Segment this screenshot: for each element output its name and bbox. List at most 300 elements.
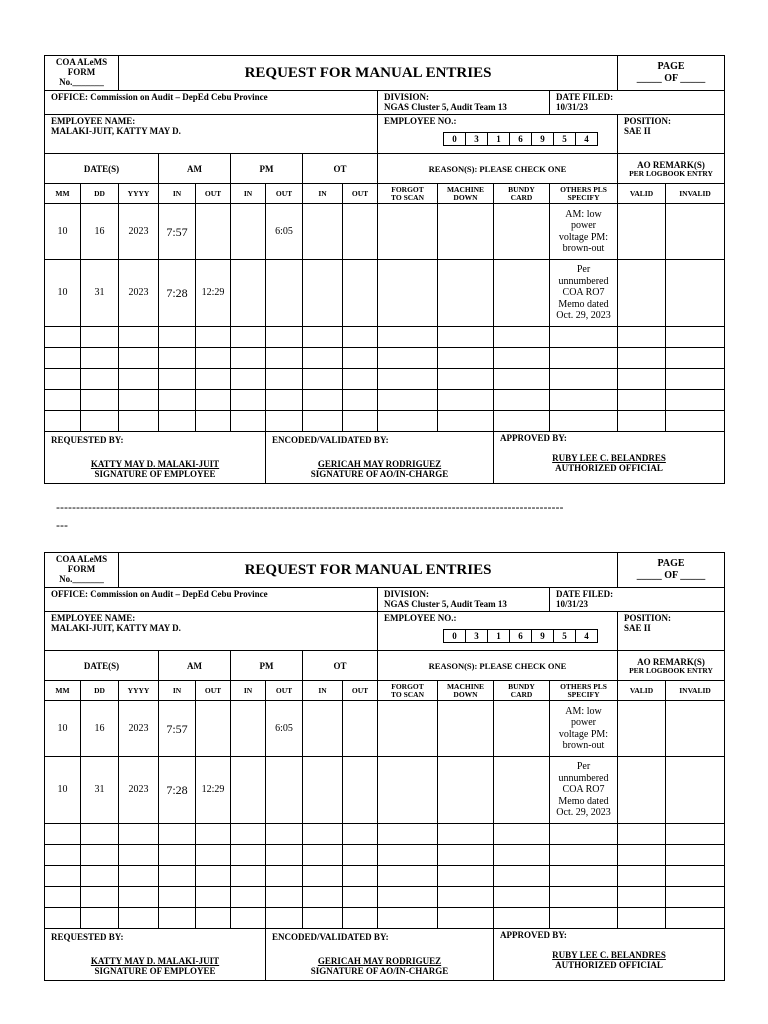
cell-am-in bbox=[159, 866, 196, 887]
employee-no-digit: 0 bbox=[443, 132, 466, 146]
dates-header: DATE(S) bbox=[45, 651, 159, 681]
dd-header: DD bbox=[81, 184, 119, 204]
valid-header: VALID bbox=[618, 184, 666, 204]
cell-mm bbox=[45, 866, 81, 887]
cell-pm-out: 6:05 bbox=[266, 204, 303, 260]
cell-am-out bbox=[196, 327, 231, 348]
cell-ot-out bbox=[343, 204, 378, 260]
cell-am-in: 7:28 bbox=[159, 757, 196, 824]
position-label: POSITION: bbox=[624, 116, 672, 126]
form-copy-2 bbox=[44, 552, 724, 981]
cell-yyyy: 2023 bbox=[119, 260, 159, 327]
employee-no-digit: 6 bbox=[509, 629, 532, 643]
cell-bundy bbox=[494, 866, 550, 887]
employee-no-digit: 1 bbox=[487, 629, 510, 643]
cell-am-in bbox=[159, 824, 196, 845]
table-row bbox=[45, 369, 725, 390]
cell-ot-out bbox=[343, 908, 378, 929]
cell-machine bbox=[438, 260, 494, 327]
table-row bbox=[45, 260, 725, 327]
cell-bundy bbox=[494, 701, 550, 757]
cell-ot-in bbox=[303, 866, 343, 887]
cell-pm-in bbox=[231, 824, 266, 845]
table-row bbox=[45, 327, 725, 348]
cell-yyyy bbox=[119, 390, 159, 411]
employee-no-digit: 0 bbox=[443, 629, 466, 643]
position-value: SAE II bbox=[624, 126, 651, 136]
cell-ot-out bbox=[343, 411, 378, 432]
table-row bbox=[45, 866, 725, 887]
employee-no-boxes bbox=[444, 132, 611, 146]
table-row bbox=[45, 845, 725, 866]
cell-ot-in bbox=[303, 757, 343, 824]
agency-name: COA ALeMS bbox=[55, 57, 108, 67]
requested-by-name: KATTY MAY D. MALAKI-JUIT bbox=[90, 459, 220, 469]
employee-no-label: EMPLOYEE NO.: bbox=[384, 116, 457, 126]
form-title: REQUEST FOR MANUAL ENTRIES bbox=[119, 553, 618, 588]
cell-am-in bbox=[159, 369, 196, 390]
cell-valid bbox=[618, 390, 666, 411]
agency-name: COA ALeMS bbox=[55, 554, 108, 564]
cell-forgot bbox=[378, 204, 438, 260]
cell-dd bbox=[81, 887, 119, 908]
cell-am-out bbox=[196, 348, 231, 369]
cell-mm bbox=[45, 845, 81, 866]
cell-valid bbox=[618, 369, 666, 390]
cell-valid bbox=[618, 327, 666, 348]
cell-dd bbox=[81, 390, 119, 411]
cell-forgot bbox=[378, 701, 438, 757]
cell-am-in: 7:28 bbox=[159, 260, 196, 327]
page-of: _____ OF _____ bbox=[636, 570, 706, 581]
form-number: FORM No._______ bbox=[59, 564, 104, 584]
form-number: FORM No._______ bbox=[59, 67, 104, 87]
approved-by-label: APPROVED BY: bbox=[500, 930, 567, 940]
requested-by-label: REQUESTED BY: bbox=[51, 435, 124, 445]
cell-am-in bbox=[159, 348, 196, 369]
cell-pm-in bbox=[231, 411, 266, 432]
ao-remarks-subheader: PER LOGBOOK ENTRY bbox=[629, 665, 713, 675]
yyyy-header: YYYY bbox=[119, 184, 159, 204]
cell-pm-out bbox=[266, 411, 303, 432]
cell-valid bbox=[618, 757, 666, 824]
cell-am-out bbox=[196, 390, 231, 411]
cell-pm-in bbox=[231, 845, 266, 866]
cell-bundy bbox=[494, 390, 550, 411]
page-label: PAGE bbox=[657, 558, 685, 569]
employee-name-label: EMPLOYEE NAME: bbox=[51, 613, 136, 623]
cell-ot-in bbox=[303, 824, 343, 845]
cell-valid bbox=[618, 866, 666, 887]
others-header: OTHERS PLS SPECIFY bbox=[550, 681, 618, 701]
cell-machine bbox=[438, 845, 494, 866]
approved-by-name: RUBY LEE C. BELANDRES bbox=[552, 453, 666, 463]
employee-no-digit: 6 bbox=[509, 132, 532, 146]
cell-pm-out bbox=[266, 390, 303, 411]
cell-invalid bbox=[666, 701, 725, 757]
cell-pm-in bbox=[231, 908, 266, 929]
cell-forgot bbox=[378, 369, 438, 390]
cell-invalid bbox=[666, 204, 725, 260]
cell-invalid bbox=[666, 908, 725, 929]
cell-am-in bbox=[159, 845, 196, 866]
pm-in-header: IN bbox=[231, 681, 266, 701]
cell-yyyy: 2023 bbox=[119, 757, 159, 824]
invalid-header: INVALID bbox=[666, 681, 725, 701]
requested-by-role: SIGNATURE OF EMPLOYEE bbox=[94, 469, 216, 479]
page-of: _____ OF _____ bbox=[636, 73, 706, 84]
cell-pm-out bbox=[266, 260, 303, 327]
cell-pm-in bbox=[231, 348, 266, 369]
cell-ot-out bbox=[343, 369, 378, 390]
cell-dd bbox=[81, 866, 119, 887]
cell-valid bbox=[618, 845, 666, 866]
employee-name-label: EMPLOYEE NAME: bbox=[51, 116, 136, 126]
cell-valid bbox=[618, 701, 666, 757]
cut-line: ------------------------------------------------------------------------------------------------------------------------------- bbox=[56, 500, 564, 514]
cell-ot-in bbox=[303, 204, 343, 260]
cell-invalid bbox=[666, 411, 725, 432]
valid-header: VALID bbox=[618, 681, 666, 701]
page-label: PAGE bbox=[657, 61, 685, 72]
cell-am-out: 12:29 bbox=[196, 260, 231, 327]
cell-dd bbox=[81, 327, 119, 348]
cell-others: Per unnumbered COA RO7 Memo dated Oct. 29, 2023 bbox=[550, 757, 618, 824]
cell-invalid bbox=[666, 348, 725, 369]
cell-forgot bbox=[378, 411, 438, 432]
cell-others bbox=[550, 348, 618, 369]
cell-ot-in bbox=[303, 369, 343, 390]
cell-yyyy bbox=[119, 866, 159, 887]
cell-bundy bbox=[494, 411, 550, 432]
approved-by-name: RUBY LEE C. BELANDRES bbox=[552, 950, 666, 960]
employee-no-digit: 9 bbox=[531, 629, 554, 643]
cell-ot-out bbox=[343, 824, 378, 845]
cell-others bbox=[550, 327, 618, 348]
cell-others bbox=[550, 845, 618, 866]
approved-by-role: AUTHORIZED OFFICIAL bbox=[555, 960, 663, 970]
cell-pm-out bbox=[266, 348, 303, 369]
table-row bbox=[45, 908, 725, 929]
cell-bundy bbox=[494, 369, 550, 390]
yyyy-header: YYYY bbox=[119, 681, 159, 701]
cell-am-in bbox=[159, 908, 196, 929]
cell-mm bbox=[45, 369, 81, 390]
cell-others bbox=[550, 866, 618, 887]
mm-header: MM bbox=[45, 681, 81, 701]
cell-pm-out bbox=[266, 369, 303, 390]
cell-invalid bbox=[666, 824, 725, 845]
pm-in-header: IN bbox=[231, 184, 266, 204]
cell-mm bbox=[45, 908, 81, 929]
machine-header: MACHINE DOWN bbox=[438, 681, 494, 701]
reasons-header: REASON(S): PLEASE CHECK ONE bbox=[378, 154, 618, 184]
forgot-header: FORGOT TO SCAN bbox=[378, 184, 438, 204]
cell-ot-in bbox=[303, 327, 343, 348]
cell-forgot bbox=[378, 757, 438, 824]
cell-mm bbox=[45, 327, 81, 348]
bundy-header: BUNDY CARD bbox=[494, 681, 550, 701]
cell-invalid bbox=[666, 845, 725, 866]
employee-no-digit: 1 bbox=[487, 132, 510, 146]
table-row bbox=[45, 390, 725, 411]
dd-header: DD bbox=[81, 681, 119, 701]
cell-yyyy bbox=[119, 845, 159, 866]
am-header: AM bbox=[159, 154, 231, 184]
cell-ot-in bbox=[303, 887, 343, 908]
cell-others bbox=[550, 824, 618, 845]
cell-others bbox=[550, 369, 618, 390]
cell-am-in: 7:57 bbox=[159, 204, 196, 260]
cell-forgot bbox=[378, 845, 438, 866]
position-value: SAE II bbox=[624, 623, 651, 633]
pm-out-header: OUT bbox=[266, 184, 303, 204]
division-value: NGAS Cluster 5, Audit Team 13 bbox=[384, 102, 507, 112]
cell-am-in bbox=[159, 390, 196, 411]
cell-ot-out bbox=[343, 348, 378, 369]
office: OFFICE: Commission on Audit – DepEd Cebu Province bbox=[45, 91, 378, 115]
employee-no-digit: 5 bbox=[553, 629, 576, 643]
cell-am-out bbox=[196, 887, 231, 908]
cell-bundy bbox=[494, 887, 550, 908]
cell-am-out bbox=[196, 411, 231, 432]
cell-yyyy bbox=[119, 887, 159, 908]
date-filed-label: DATE FILED: bbox=[556, 589, 614, 599]
cell-forgot bbox=[378, 908, 438, 929]
office: OFFICE: Commission on Audit – DepEd Cebu Province bbox=[45, 588, 378, 612]
requested-by-name: KATTY MAY D. MALAKI-JUIT bbox=[90, 956, 220, 966]
cell-dd bbox=[81, 411, 119, 432]
cell-dd bbox=[81, 908, 119, 929]
cell-invalid bbox=[666, 260, 725, 327]
ot-header: OT bbox=[303, 651, 378, 681]
cell-ot-in bbox=[303, 411, 343, 432]
cell-am-out: 12:29 bbox=[196, 757, 231, 824]
cell-valid bbox=[618, 348, 666, 369]
employee-no-label: EMPLOYEE NO.: bbox=[384, 613, 457, 623]
division-value: NGAS Cluster 5, Audit Team 13 bbox=[384, 599, 507, 609]
cell-dd: 16 bbox=[81, 204, 119, 260]
cell-mm: 10 bbox=[45, 260, 81, 327]
cell-ot-in bbox=[303, 260, 343, 327]
cell-machine bbox=[438, 369, 494, 390]
cell-dd bbox=[81, 824, 119, 845]
cell-dd: 31 bbox=[81, 757, 119, 824]
cell-forgot bbox=[378, 348, 438, 369]
encoded-by-label: ENCODED/VALIDATED BY: bbox=[272, 932, 389, 942]
cell-pm-out bbox=[266, 845, 303, 866]
ot-out-header: OUT bbox=[343, 681, 378, 701]
table-row bbox=[45, 204, 725, 260]
cell-machine bbox=[438, 824, 494, 845]
cell-others bbox=[550, 908, 618, 929]
cell-pm-in bbox=[231, 390, 266, 411]
cell-invalid bbox=[666, 757, 725, 824]
cell-am-out bbox=[196, 845, 231, 866]
cell-machine bbox=[438, 701, 494, 757]
others-header: OTHERS PLS SPECIFY bbox=[550, 184, 618, 204]
cell-invalid bbox=[666, 887, 725, 908]
table-row bbox=[45, 411, 725, 432]
cell-pm-out: 6:05 bbox=[266, 701, 303, 757]
cell-am-out bbox=[196, 824, 231, 845]
cell-bundy bbox=[494, 260, 550, 327]
employee-name-value: MALAKI-JUIT, KATTY MAY D. bbox=[51, 623, 181, 633]
cell-dd bbox=[81, 369, 119, 390]
cell-machine bbox=[438, 757, 494, 824]
manual-entries-form bbox=[44, 552, 725, 981]
table-row bbox=[45, 757, 725, 824]
cell-ot-out bbox=[343, 260, 378, 327]
table-row bbox=[45, 824, 725, 845]
cell-machine bbox=[438, 887, 494, 908]
cell-am-out bbox=[196, 204, 231, 260]
ot-out-header: OUT bbox=[343, 184, 378, 204]
cell-ot-out bbox=[343, 845, 378, 866]
employee-no-digit: 9 bbox=[531, 132, 554, 146]
manual-entries-form bbox=[44, 55, 725, 484]
cell-machine bbox=[438, 390, 494, 411]
cell-pm-in bbox=[231, 260, 266, 327]
cell-valid bbox=[618, 260, 666, 327]
form-copy-1 bbox=[44, 55, 724, 484]
form-title: REQUEST FOR MANUAL ENTRIES bbox=[119, 56, 618, 91]
cell-pm-in bbox=[231, 701, 266, 757]
cell-pm-out bbox=[266, 908, 303, 929]
cell-ot-in bbox=[303, 390, 343, 411]
cell-pm-in bbox=[231, 327, 266, 348]
cell-bundy bbox=[494, 824, 550, 845]
cell-others: Per unnumbered COA RO7 Memo dated Oct. 29, 2023 bbox=[550, 260, 618, 327]
cell-forgot bbox=[378, 866, 438, 887]
approved-by-role: AUTHORIZED OFFICIAL bbox=[555, 463, 663, 473]
dates-header: DATE(S) bbox=[45, 154, 159, 184]
cell-machine bbox=[438, 327, 494, 348]
employee-name-value: MALAKI-JUIT, KATTY MAY D. bbox=[51, 126, 181, 136]
cell-yyyy bbox=[119, 824, 159, 845]
cell-yyyy bbox=[119, 348, 159, 369]
ao-remarks-subheader: PER LOGBOOK ENTRY bbox=[629, 168, 713, 178]
cell-ot-out bbox=[343, 757, 378, 824]
cell-others bbox=[550, 887, 618, 908]
date-filed-value: 10/31/23 bbox=[556, 102, 589, 112]
forgot-header: FORGOT TO SCAN bbox=[378, 681, 438, 701]
cell-am-out bbox=[196, 701, 231, 757]
am-in-header: IN bbox=[159, 681, 196, 701]
am-out-header: OUT bbox=[196, 681, 231, 701]
cell-dd bbox=[81, 348, 119, 369]
division-label: DIVISION: bbox=[384, 589, 430, 599]
cell-mm bbox=[45, 824, 81, 845]
cell-ot-in bbox=[303, 348, 343, 369]
cell-ot-out bbox=[343, 887, 378, 908]
encoded-by-name: GERICAH MAY RODRIGUEZ bbox=[317, 956, 442, 966]
cell-pm-in bbox=[231, 887, 266, 908]
cell-pm-in bbox=[231, 866, 266, 887]
cell-forgot bbox=[378, 390, 438, 411]
encoded-by-label: ENCODED/VALIDATED BY: bbox=[272, 435, 389, 445]
employee-no-digit: 4 bbox=[575, 132, 598, 146]
cell-mm bbox=[45, 390, 81, 411]
table-row bbox=[45, 887, 725, 908]
cell-bundy bbox=[494, 845, 550, 866]
invalid-header: INVALID bbox=[666, 184, 725, 204]
cell-dd: 16 bbox=[81, 701, 119, 757]
cell-bundy bbox=[494, 348, 550, 369]
cell-yyyy: 2023 bbox=[119, 701, 159, 757]
cell-mm bbox=[45, 348, 81, 369]
cell-pm-out bbox=[266, 327, 303, 348]
cell-invalid bbox=[666, 327, 725, 348]
cell-dd bbox=[81, 845, 119, 866]
table-row bbox=[45, 701, 725, 757]
cell-invalid bbox=[666, 390, 725, 411]
division-label: DIVISION: bbox=[384, 92, 430, 102]
bundy-header: BUNDY CARD bbox=[494, 184, 550, 204]
ot-in-header: IN bbox=[303, 681, 343, 701]
cell-mm: 10 bbox=[45, 204, 81, 260]
cell-forgot bbox=[378, 260, 438, 327]
cell-am-out bbox=[196, 369, 231, 390]
cell-forgot bbox=[378, 824, 438, 845]
cell-ot-in bbox=[303, 701, 343, 757]
cell-others: AM: low power voltage PM: brown-out bbox=[550, 204, 618, 260]
cell-am-out bbox=[196, 908, 231, 929]
cell-invalid bbox=[666, 369, 725, 390]
requested-by-role: SIGNATURE OF EMPLOYEE bbox=[94, 966, 216, 976]
cell-yyyy: 2023 bbox=[119, 204, 159, 260]
cell-pm-out bbox=[266, 824, 303, 845]
cell-others: AM: low power voltage PM: brown-out bbox=[550, 701, 618, 757]
cell-pm-in bbox=[231, 369, 266, 390]
cell-machine bbox=[438, 908, 494, 929]
cell-am-in bbox=[159, 411, 196, 432]
ot-in-header: IN bbox=[303, 184, 343, 204]
position-label: POSITION: bbox=[624, 613, 672, 623]
cell-machine bbox=[438, 348, 494, 369]
reasons-header: REASON(S): PLEASE CHECK ONE bbox=[378, 651, 618, 681]
ao-remarks-header: AO REMARK(S) bbox=[637, 159, 705, 170]
cell-yyyy bbox=[119, 908, 159, 929]
employee-no-digit: 3 bbox=[465, 132, 488, 146]
cell-pm-out bbox=[266, 757, 303, 824]
cell-am-out bbox=[196, 866, 231, 887]
cell-mm bbox=[45, 411, 81, 432]
cell-machine bbox=[438, 866, 494, 887]
cell-ot-in bbox=[303, 908, 343, 929]
cell-dd: 31 bbox=[81, 260, 119, 327]
approved-by-label: APPROVED BY: bbox=[500, 433, 567, 443]
cell-valid bbox=[618, 908, 666, 929]
cell-am-in: 7:57 bbox=[159, 701, 196, 757]
encoded-by-role: SIGNATURE OF AO/IN-CHARGE bbox=[310, 469, 449, 479]
cell-bundy bbox=[494, 757, 550, 824]
cell-am-in bbox=[159, 327, 196, 348]
cell-bundy bbox=[494, 327, 550, 348]
cell-valid bbox=[618, 824, 666, 845]
cell-bundy bbox=[494, 908, 550, 929]
cell-valid bbox=[618, 204, 666, 260]
cell-machine bbox=[438, 411, 494, 432]
date-filed-value: 10/31/23 bbox=[556, 599, 589, 609]
cell-pm-in bbox=[231, 204, 266, 260]
cell-others bbox=[550, 390, 618, 411]
cell-ot-in bbox=[303, 845, 343, 866]
pm-header: PM bbox=[231, 154, 303, 184]
cell-forgot bbox=[378, 887, 438, 908]
ao-remarks-header: AO REMARK(S) bbox=[637, 656, 705, 667]
employee-no-boxes bbox=[444, 629, 611, 643]
